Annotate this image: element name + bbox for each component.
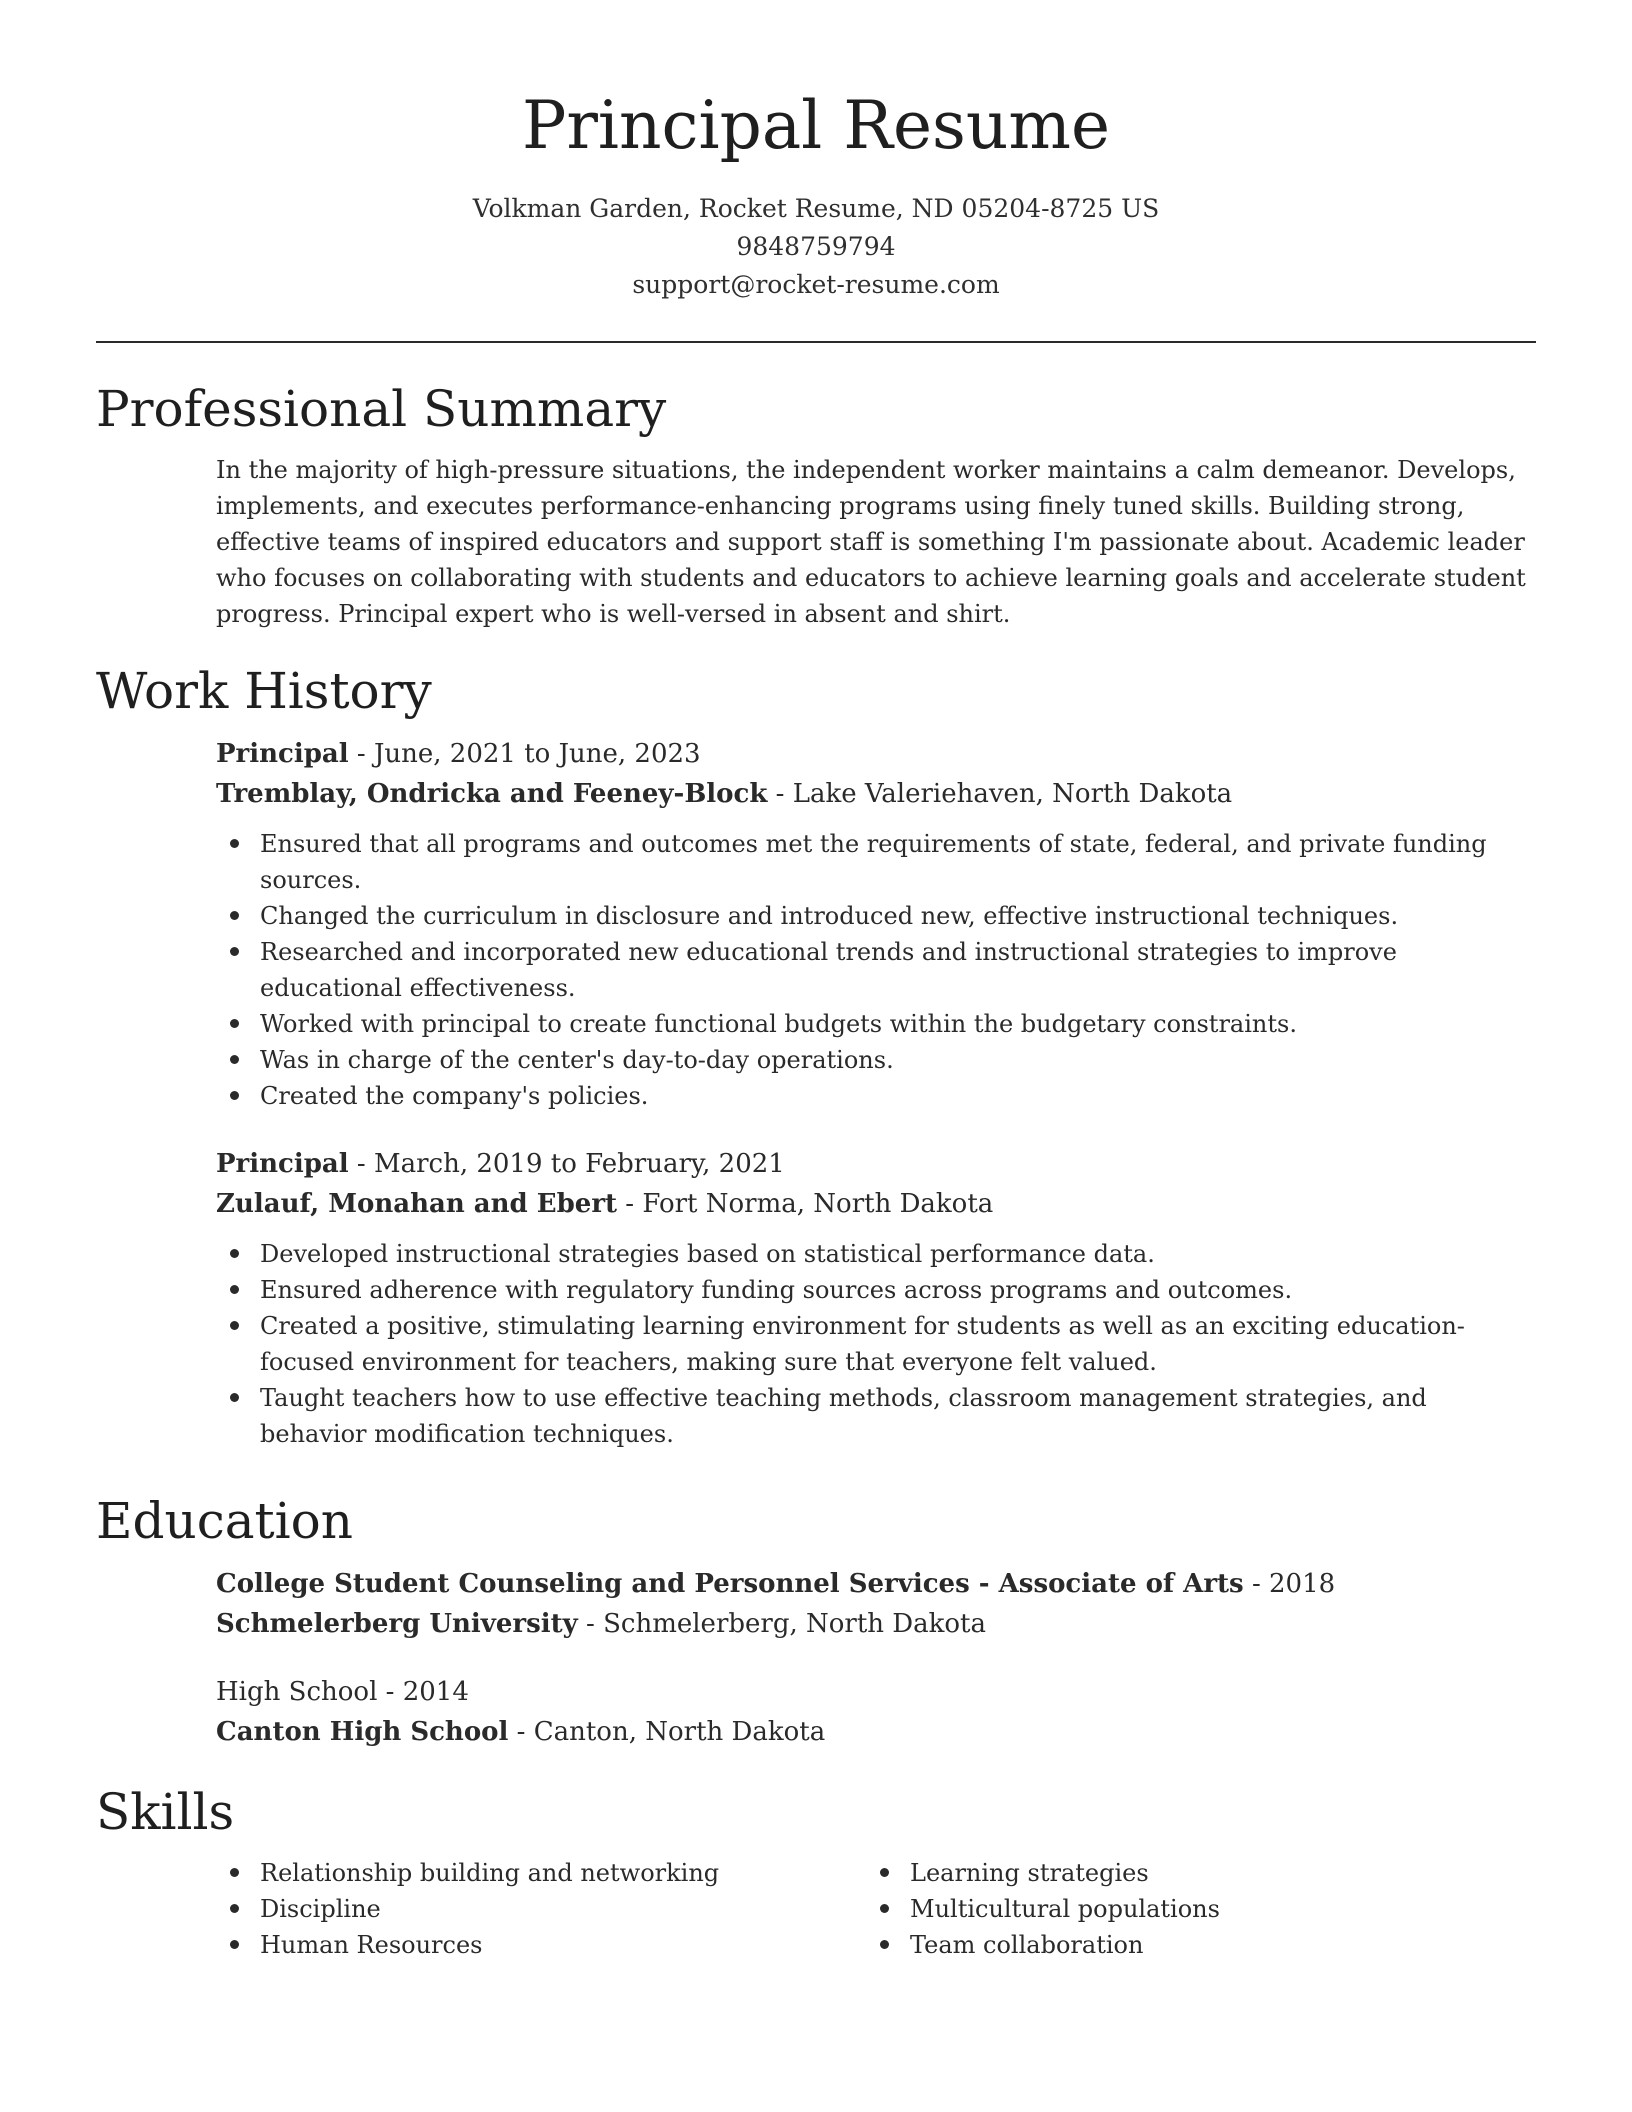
resume-title: Principal Resume (521, 87, 1111, 164)
job-title-line (216, 734, 1536, 774)
list-item (216, 1927, 866, 1963)
list-item (216, 1380, 1536, 1452)
education-field: High School (216, 1677, 378, 1707)
education-degree-line (216, 1672, 1536, 1712)
list-item (216, 1272, 1536, 1308)
bullet-text: Created the company's policies. (260, 1082, 649, 1110)
job-dates: - March, 2019 to February, 2021 (348, 1149, 785, 1179)
resume-header (0, 0, 1632, 304)
bullet-icon (230, 1868, 239, 1877)
list-item (216, 826, 1536, 898)
education-year: - 2014 (377, 1677, 469, 1707)
education-location: - Canton, North Dakota (508, 1717, 826, 1747)
education-entry (216, 1672, 1536, 1752)
bullet-icon (230, 1940, 239, 1949)
education-degree-line (216, 1564, 1536, 1604)
bullet-icon (880, 1904, 889, 1913)
job-company: Tremblay, Ondricka and Feeney-Block (216, 779, 768, 809)
job-location: - Lake Valeriehaven, North Dakota (767, 779, 1233, 809)
job-company: Zulauf, Monahan and Ebert (216, 1189, 618, 1219)
summary-heading: Professional Summary (96, 380, 667, 438)
bullet-icon (230, 1285, 239, 1294)
skills-column-left (216, 1855, 866, 1963)
bullet-text: Developed instructional strategies based on statistical performance data. (260, 1240, 1155, 1268)
skills-section (96, 1781, 1536, 1963)
bullet-icon (230, 1393, 239, 1402)
bullet-icon (880, 1868, 889, 1877)
job-title-line (216, 1144, 1536, 1184)
bullet-icon (230, 1055, 239, 1064)
education-school: Canton High School (216, 1717, 509, 1747)
bullet-text: Ensured adherence with regulatory funding sources across programs and outcomes. (260, 1276, 1293, 1304)
list-item (216, 1078, 1536, 1114)
skill-text: Human Resources (260, 1931, 483, 1959)
education-field: College Student Counseling and Personnel Services (216, 1569, 970, 1599)
bullet-icon (230, 911, 239, 920)
skills-heading: Skills (96, 1783, 235, 1841)
bullet-text: Ensured that all programs and outcomes met the requirements of state, federal, and private funding sources. (260, 830, 1487, 894)
bullet-text: Changed the curriculum in disclosure and introduced new, effective instructional techniques. (260, 902, 1399, 930)
job-title: Principal (216, 739, 349, 769)
list-item (866, 1891, 1516, 1927)
skill-text: Relationship building and networking (260, 1859, 720, 1887)
job-title: Principal (216, 1149, 349, 1179)
list-item (216, 898, 1536, 934)
education-entry (216, 1564, 1536, 1644)
bullet-icon (230, 1904, 239, 1913)
list-item (216, 1006, 1536, 1042)
job-company-line (216, 774, 1536, 814)
education-school: Schmelerberg University (216, 1609, 578, 1639)
list-item (216, 1855, 866, 1891)
contact-email: support@rocket-resume.com (632, 270, 1000, 299)
bullet-icon (230, 839, 239, 848)
education-school-line (216, 1712, 1536, 1752)
education-location: - Schmelerberg, North Dakota (577, 1609, 986, 1639)
job-entry (216, 734, 1536, 1114)
bullet-icon (230, 1091, 239, 1100)
work-history-section (96, 660, 1536, 1452)
summary-section (96, 378, 1536, 632)
education-heading: Education (96, 1492, 353, 1550)
list-item (216, 1891, 866, 1927)
summary-text: In the majority of high-pressure situations, the independent worker maintains a calm demeanor. Develops, implements, and executes performance-enhancing programs using finely tuned skills. Building strong, effective teams of inspired educators and support staff is something I'm passionate about. Academic leader who focuses on collaborating with students and educators to achieve learning goals and accelerate student progress. Principal expert who is well-versed in absent and shirt. (216, 456, 1526, 628)
education-section (96, 1490, 1536, 1752)
education-year: - 2018 (1243, 1569, 1336, 1599)
job-bullets (216, 1236, 1536, 1452)
list-item (216, 934, 1536, 1006)
bullet-text: Worked with principal to create functional budgets within the budgetary constraints. (260, 1010, 1297, 1038)
skills-column-right (866, 1855, 1516, 1963)
skill-text: Learning strategies (910, 1859, 1149, 1887)
header-divider (96, 341, 1536, 343)
work-history-heading: Work History (96, 662, 432, 720)
job-location: - Fort Norma, North Dakota (617, 1189, 994, 1219)
skill-text: Multicultural populations (910, 1895, 1220, 1923)
skills-grid (216, 1855, 1536, 1963)
list-item (866, 1855, 1516, 1891)
bullet-icon (880, 1940, 889, 1949)
education-school-line (216, 1604, 1536, 1644)
bullet-text: Created a positive, stimulating learning environment for students as well as an exciting education-focused environment for teachers, making sure that everyone felt valued. (260, 1312, 1465, 1376)
contact-address: Volkman Garden, Rocket Resume, ND 05204-8725 US (472, 194, 1160, 223)
skill-text: Discipline (260, 1895, 381, 1923)
bullet-text: Researched and incorporated new educational trends and instructional strategies to improve educational effectiveness. (260, 938, 1397, 1002)
bullet-icon (230, 1321, 239, 1330)
job-company-line (216, 1184, 1536, 1224)
bullet-icon (230, 1249, 239, 1258)
list-item (216, 1236, 1536, 1272)
job-entry (216, 1144, 1536, 1452)
bullet-icon (230, 1019, 239, 1028)
contact-block (0, 190, 1632, 304)
bullet-text: Taught teachers how to use effective teaching methods, classroom management strategies, and behavior modification techniques. (260, 1384, 1427, 1448)
bullet-text: Was in charge of the center's day-to-day operations. (260, 1046, 894, 1074)
job-bullets (216, 826, 1536, 1114)
list-item (216, 1308, 1536, 1380)
skill-text: Team collaboration (910, 1931, 1144, 1959)
bullet-icon (230, 947, 239, 956)
job-dates: - June, 2021 to June, 2023 (348, 739, 701, 769)
contact-phone: 9848759794 (736, 232, 896, 261)
education-degree: - Associate of Arts (969, 1569, 1244, 1599)
list-item (216, 1042, 1536, 1078)
list-item (866, 1927, 1516, 1963)
